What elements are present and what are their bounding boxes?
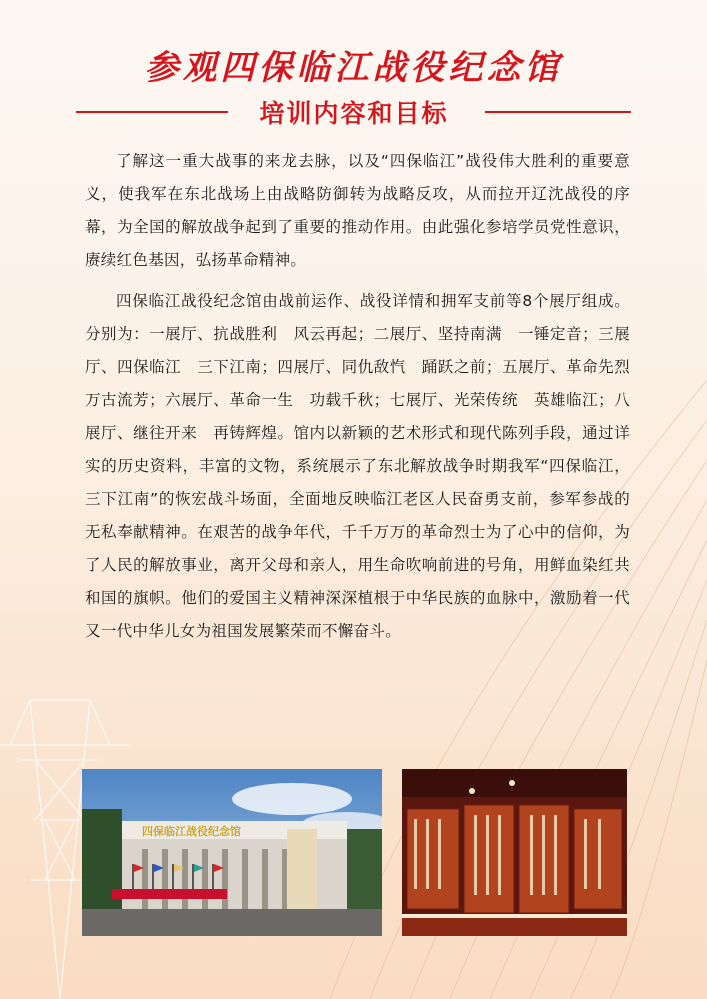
body-text (85, 145, 646, 656)
section-header (76, 94, 631, 130)
memorial-sign: 四保临江战役纪念馆 (142, 825, 241, 838)
section-subtitle: 培训内容和目标 (259, 99, 449, 128)
memorial-hall-exterior-photo (82, 769, 382, 936)
page-title: 参观四保临江战役纪念馆 (144, 48, 563, 88)
paragraph-intro: 了解这一重大战事的来龙去脉，以及“四保临江”战役伟大胜利的重要意义，使我军在东北战场上由战略防御转为战略反攻，从而拉开辽沈战役的序幕，为全国的解放战争起到了重要的推动作用。由此强化参培学员党性意识，赓续红色基因，弘扬革命精神。 (85, 152, 630, 269)
left-divider (76, 111, 228, 113)
exhibition-hall-interior-photo (402, 769, 627, 936)
right-divider (485, 111, 631, 113)
paragraph-exhibition: 四保临江战役纪念馆由战前运作、战役详情和拥军支前等8个展厅组成。分别为：一展厅、抗战胜利 风云再起；二展厅、坚持南满 一锤定音；三展厅、四保临江 三下江南；四展厅、同仇敌忾 踊跃之前；五展厅、革命先烈 万古流芳；六展厅、革命一生 功载千秋；七展厅、光荣传统 英雄临江；八展厅、继往开来 再铸辉煌。馆内以新颖的艺术形式和现代陈列手段，通过详实的历史资料，丰富的文物，系统展示了东北解放战争时期我军“四保临江，三下江南”的恢宏战斗场面，全面地反映临江老区人民奋勇支前，参军参战的无私奉献精神。在艰苦的战争年代，千千万万的革命烈士为了心中的信仰，为了人民的解放事业，离开父母和亲人，用生命吹响前进的号角，用鲜血染红共和国的旗帜。他们的爱国主义精神深深植根于中华民族的血脉中，激励着一代又一代中华儿女为祖国发展繁荣而不懈奋斗。 (85, 292, 646, 640)
